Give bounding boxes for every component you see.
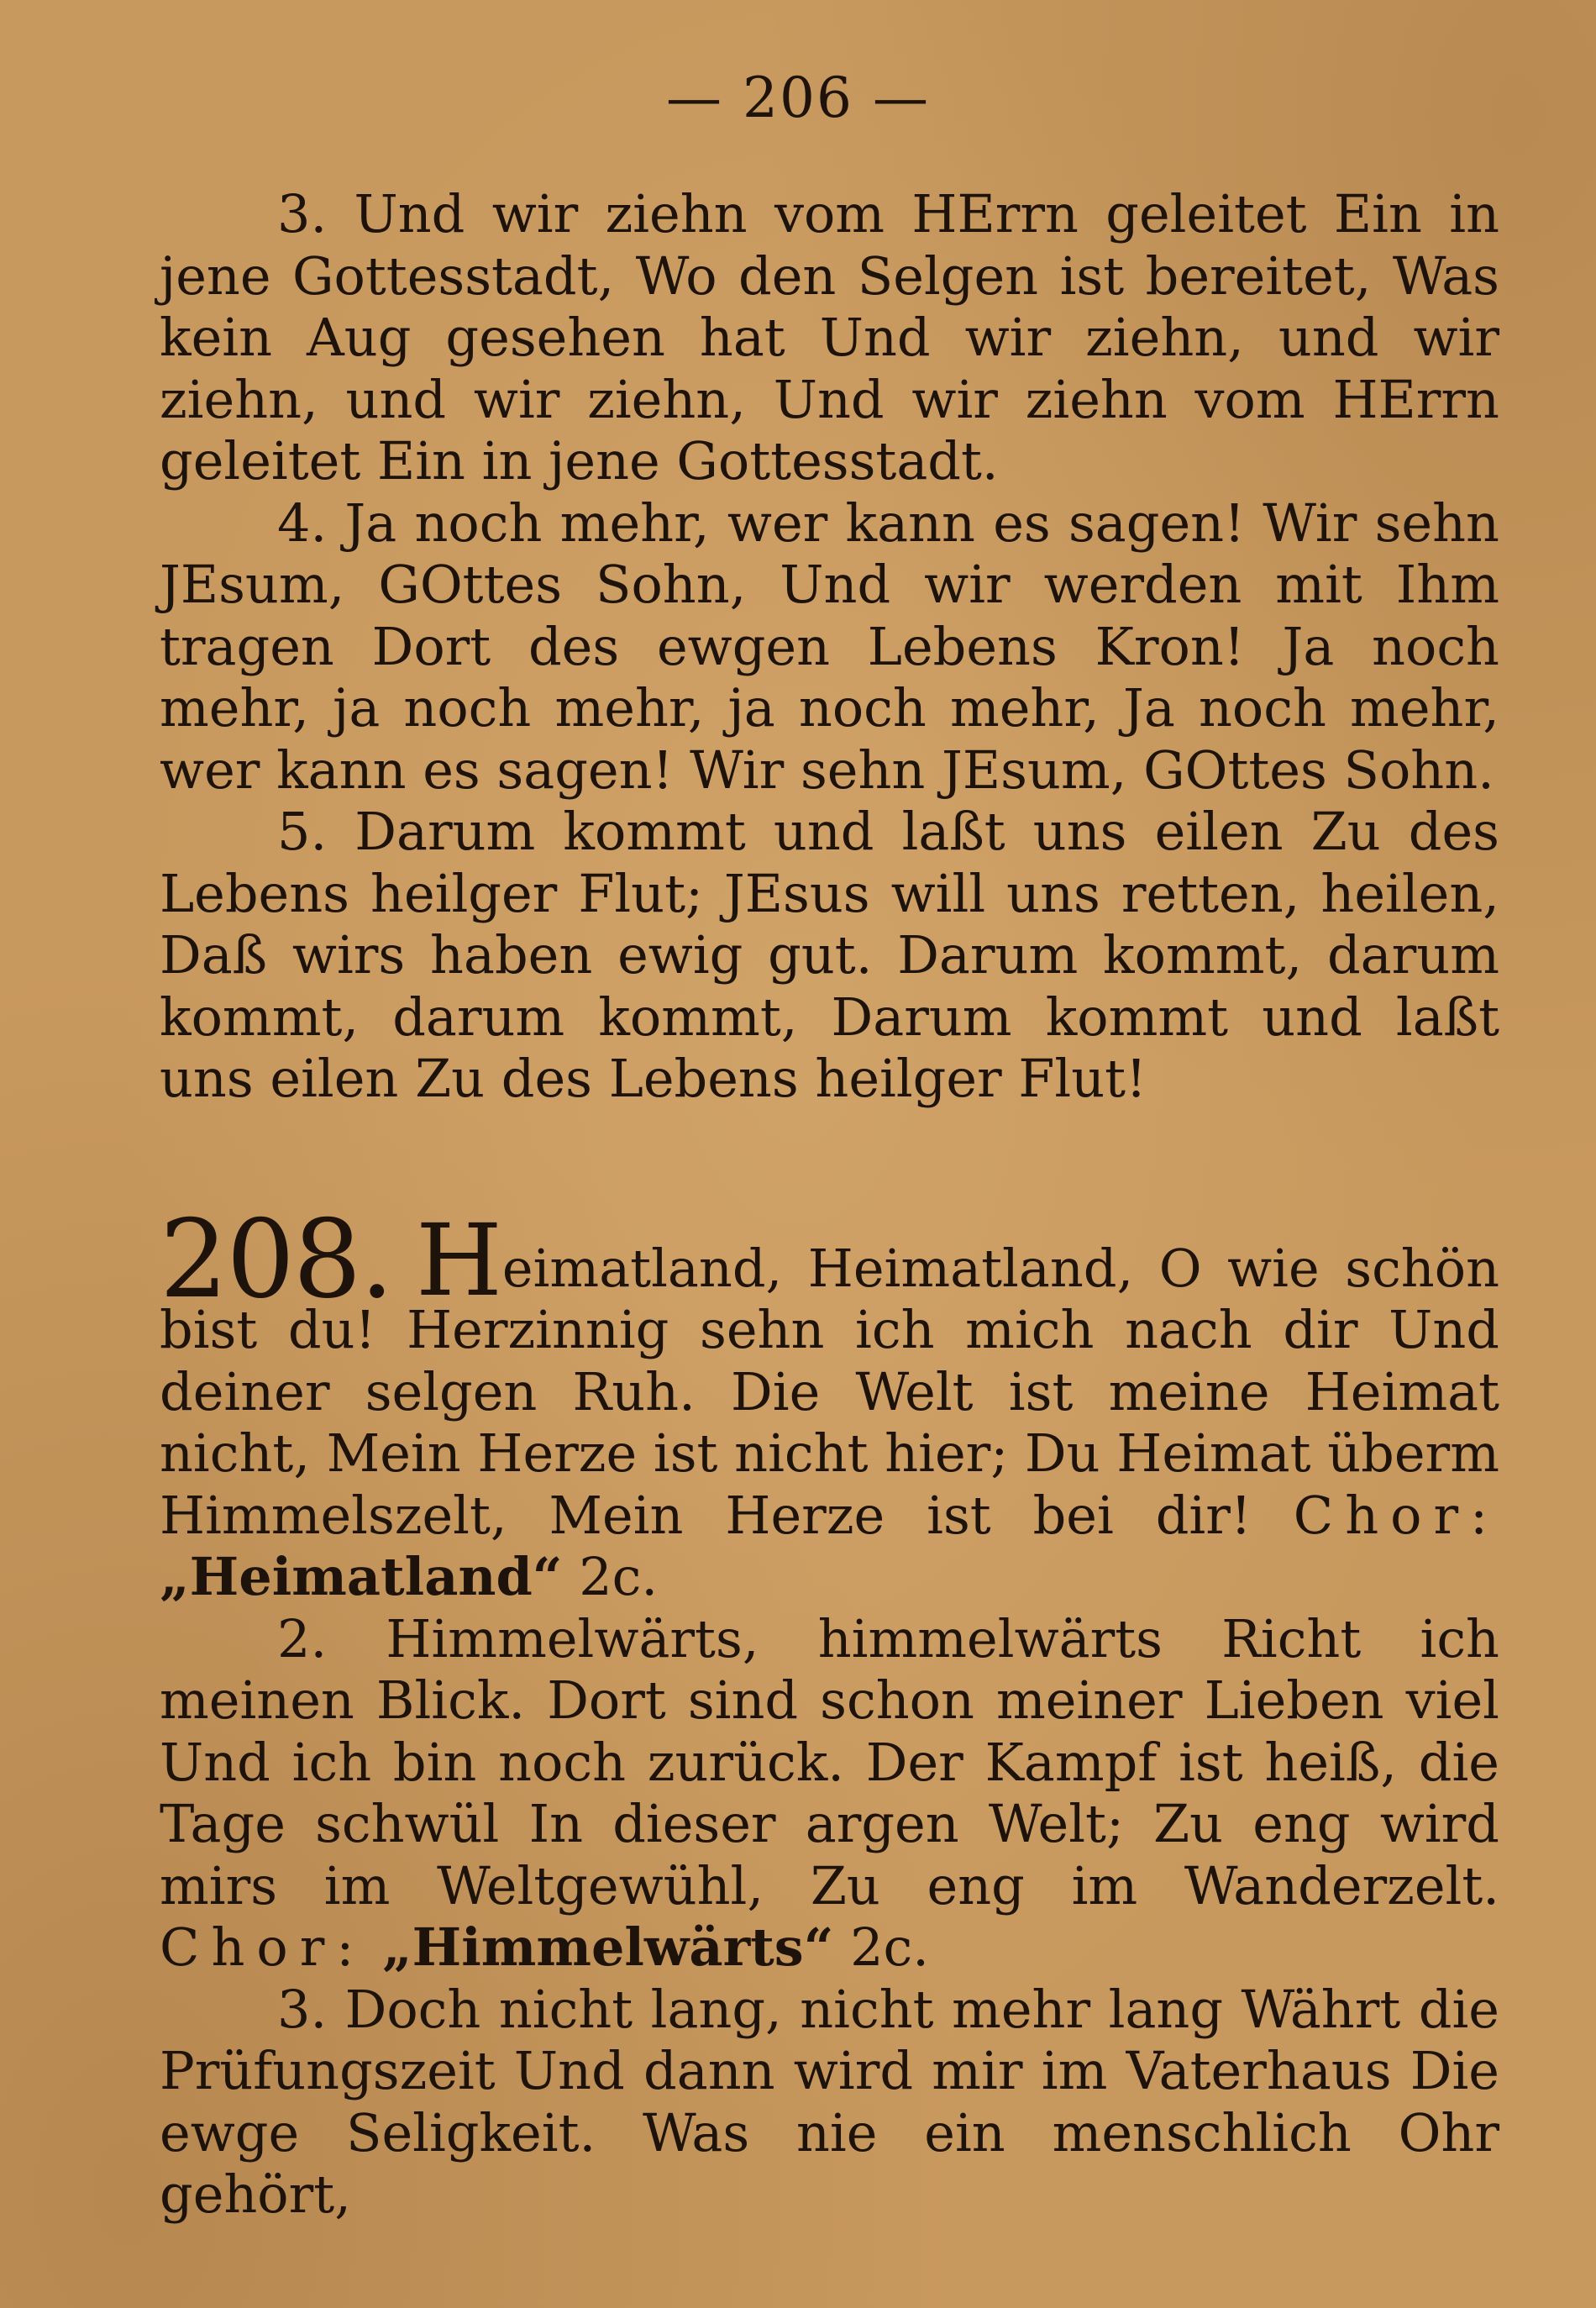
stanza-3: 3. Und wir ziehn vom HErrn geleitet Ein in jene Gottesstadt, Wo den Selgen ist bereitet, Was kein Aug gesehen hat Und wir ziehn, und wir ziehn, und wir ziehn, Und wir ziehn vom HErrn geleitet Ein in jene Gottesstadt. (160, 183, 1499, 492)
drop-initial: H (416, 1201, 502, 1318)
hymn-208-stanza-2-text: 2. Himmelwärts, himmelwärts Richt ich meinen Blick. Dort sind schon meiner Lieben viel Und ich bin noch zurück. Der Kampf ist heiß, die Tage schwül In dieser argen Welt; Zu eng wird mirs im Weltgewühl, Zu eng im Wanderzelt. (160, 1607, 1499, 1916)
hymn-number: 208. (160, 1196, 392, 1322)
chorus-label: Chor: (160, 1916, 366, 1978)
page-text (160, 183, 1499, 2226)
chorus-reference: „Heimatland“ (160, 1546, 563, 1607)
hymn-208-stanza-3: 3. Doch nicht lang, nicht mehr lang Währt die Prüfungszeit Und dann wird mir im Vaterhaus Die ewge Seligkeit. Was nie ein menschlich Ohr gehört, (160, 1978, 1499, 2225)
chorus-label: Chor: (1293, 1484, 1499, 1546)
hymn-208-stanza-1 (160, 1196, 1499, 1608)
hymn-208-stanza-1-text: eimatland, Heimatland, O wie schön bist du! Herzinnig sehn ich mich nach dir Und deiner selgen Ruh. Die Welt ist meine Heimat nicht, Mein Herze ist nicht hier; Du Heimat überm Himmelszelt, Mein Herze ist bei dir! (160, 1237, 1499, 1546)
chorus-reference: „Himmelwärts“ (381, 1916, 834, 1978)
chorus-etc: 2c. (579, 1546, 659, 1607)
page-number: — 206 — (666, 66, 930, 130)
stanza-5: 5. Darum kommt und laßt uns eilen Zu des Lebens heilger Flut; JEsus will uns retten, heilen, Daß wirs haben ewig gut. Darum kommt, darum kommt, darum kommt, Darum kommt und laßt uns eilen Zu des Lebens heilger Flut! (160, 801, 1499, 1109)
hymn-208 (160, 1196, 1499, 2226)
stanza-4: 4. Ja noch mehr, wer kann es sagen! Wir sehn JEsum, GOttes Sohn, Und wir werden mit Ihm tragen Dort des ewgen Lebens Kron! Ja noch mehr, ja noch mehr, ja noch mehr, Ja noch mehr, wer kann es sagen! Wir sehn JEsum, GOttes Sohn. (160, 492, 1499, 801)
hymn-208-stanza-2 (160, 1608, 1499, 1979)
chorus-etc: 2c. (850, 1916, 929, 1978)
